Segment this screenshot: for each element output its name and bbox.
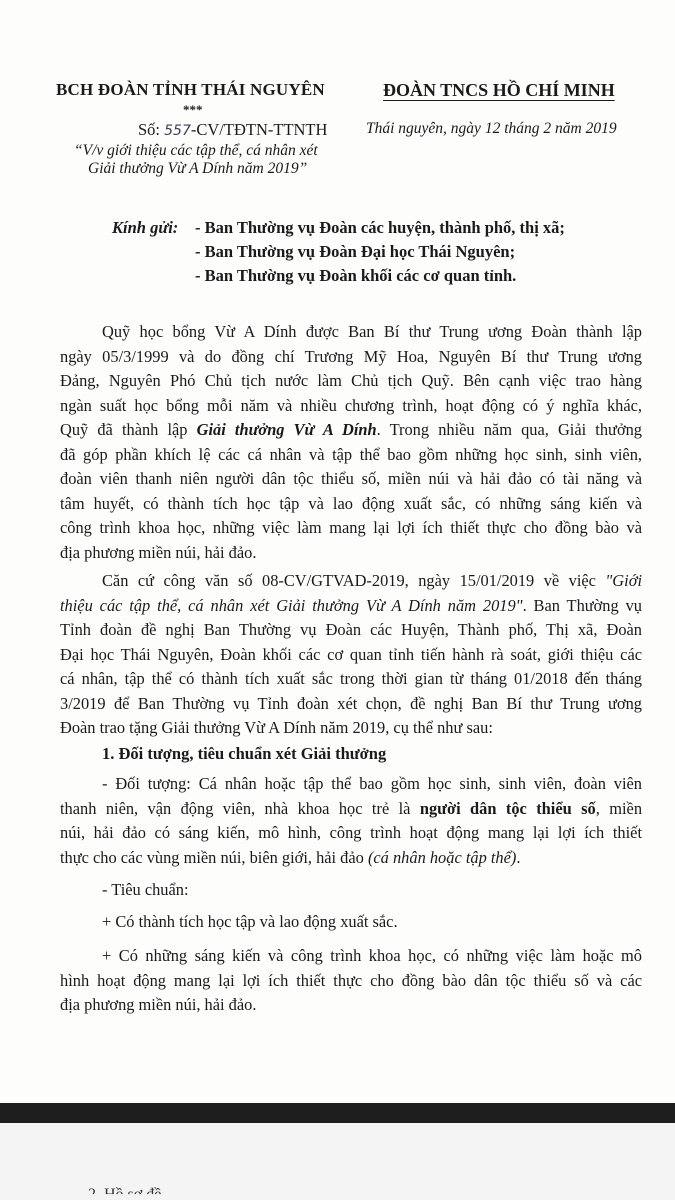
para2-line: Tỉnh đoàn đề nghị Ban Thường vụ Đoàn các Huyện, Thành phố, Thị xã, Đoàn [60, 620, 642, 639]
quoted-title: thiệu các tập thể, cá nhân xét Giải thưởng Vừ A Dính năm 2019" [60, 595, 523, 615]
objects-line: . [516, 847, 521, 867]
issuing-org: BCH ĐOÀN TỈNH THÁI NGUYÊN [56, 80, 325, 99]
criterion-2-line: + Có những sáng kiến và công trình khoa học, có những việc làm hoặc mô [102, 946, 642, 965]
para2-line: 3/2019 để Ban Thường vụ Tỉnh đoàn xét chọn, đề nghị Ban Bí thư Trung ương [60, 693, 642, 713]
objects-line: - Đối tượng: Cá nhân hoặc tập thể bao gồm học sinh, sinh viên, đoàn viên [102, 774, 642, 793]
para1-line: địa phương miền núi, hải đảo. [60, 542, 257, 562]
criteria-label: - Tiêu chuẩn: [102, 880, 189, 899]
doc-number-handwritten: 557 [164, 123, 191, 139]
paragraph-fund-intro [60, 320, 642, 565]
para1-line: tâm huyết, có thành tích học tập và lao động xuất sắc, có những sáng kiến và [60, 493, 642, 513]
para1-line: ngàn suất học bổng mỗi năm và nhiều chương trình, hoạt động có ý nghĩa khác, [60, 395, 642, 415]
para1-line: Đảng, Nguyên Phó Chủ tịch nước làm Chủ tịch Quỹ. Bên cạnh việc trao hàng [60, 371, 642, 390]
ethnic-minority-emphasis: người dân tộc thiểu số [419, 798, 596, 818]
paragraph-reference [60, 569, 642, 741]
doc-number-prefix: Số: [138, 120, 165, 139]
objects-line: thực cho các vùng miền núi, biên giới, hải đảo [60, 847, 368, 867]
para1-line: đã góp phần khích lệ các cá nhân và tập thể bao gồm những học sinh, sinh viên, [60, 444, 642, 464]
criterion-2 [60, 944, 642, 1018]
award-name: Giải thưởng Vừ A Dính [196, 420, 377, 439]
criterion-2-line: hình hoạt động mang lại lợi ích thiết thực cho đồng bào dân tộc thiểu số và các [60, 970, 642, 990]
para2-line: Đoàn trao tặng Giải thưởng Vừ A Dính năm 2019, cụ thể như sau: [60, 718, 493, 737]
para1-line: Quỹ đã thành lập [60, 420, 197, 439]
para1-line: Quỹ học bổng Vừ A Dính được Ban Bí thư Trung ương Đoàn thành lập [102, 322, 642, 341]
para2-line: Căn cứ công văn số 08-CV/GTVAD-2019, ngày 15/01/2019 về việc [102, 571, 606, 590]
criterion-1: + Có thành tích học tập và lao động xuất sắc. [102, 912, 398, 931]
document-number [138, 120, 327, 140]
recipient-1: - Ban Thường vụ Đoàn các huyện, thành phố, thị xã; [195, 218, 565, 237]
para2-line: Đại học Thái Nguyên, Đoàn khối các cơ quan tỉnh tiến hành rà soát, giới thiệu các [60, 644, 642, 664]
header-stars: *** [183, 102, 203, 117]
objects-note: (cá nhân hoặc tập thể) [367, 847, 517, 867]
para2-line: . Ban Thường vụ [522, 595, 642, 615]
recipients-label: Kính gửi: [112, 218, 179, 237]
recipient-3: - Ban Thường vụ Đoàn khối các cơ quan tỉnh. [195, 266, 517, 285]
doc-number-suffix: -CV/TĐTN-TTNTH [190, 120, 328, 139]
subject-line-1: “V/v giới thiệu các tập thể, cá nhân xét [74, 142, 318, 159]
paragraph-objects [60, 772, 642, 870]
page-break-bar [0, 1103, 675, 1123]
para1-line: đoàn viên thanh niên người dân tộc thiểu số, miền núi và hải đảo có tài năng và [60, 469, 642, 488]
objects-line: núi, hải đảo có sáng kiến, mô hình, công trình hoạt động mang lại lợi ích thiết [60, 823, 642, 842]
subject-line-2: Giải thưởng Vừ A Dính năm 2019” [88, 160, 308, 177]
objects-line: , miền [595, 798, 643, 818]
objects-line: thanh niên, vận động viên, nhà khoa học trẻ là [60, 798, 420, 818]
criterion-2-line: địa phương miền núi, hải đảo. [60, 995, 257, 1014]
party-org: ĐOÀN TNCS HỒ CHÍ MINH [383, 80, 615, 100]
para1-line: ngày 05/3/1999 và do đồng chí Trương Mỹ Hoa, Nguyên Bí thư Trung ương [60, 346, 642, 366]
quoted-title: "Giới [605, 571, 642, 590]
para1-line: công trình khoa học, những việc làm mang lại lợi ích thiết thực cho đồng bào và [60, 518, 642, 537]
para1-line: . Trong nhiều năm qua, Giải thưởng [376, 420, 643, 439]
document-date: Thái nguyên, ngày 12 tháng 2 năm 2019 [366, 120, 617, 137]
section-1-heading: 1. Đối tượng, tiêu chuẩn xét Giải thưởng [102, 744, 387, 763]
recipient-2: - Ban Thường vụ Đoàn Đại học Thái Nguyên; [195, 242, 516, 261]
para2-line: cá nhân, tập thể có thành tích xuất sắc trong thời gian từ tháng 01/2018 đến tháng [60, 669, 642, 688]
